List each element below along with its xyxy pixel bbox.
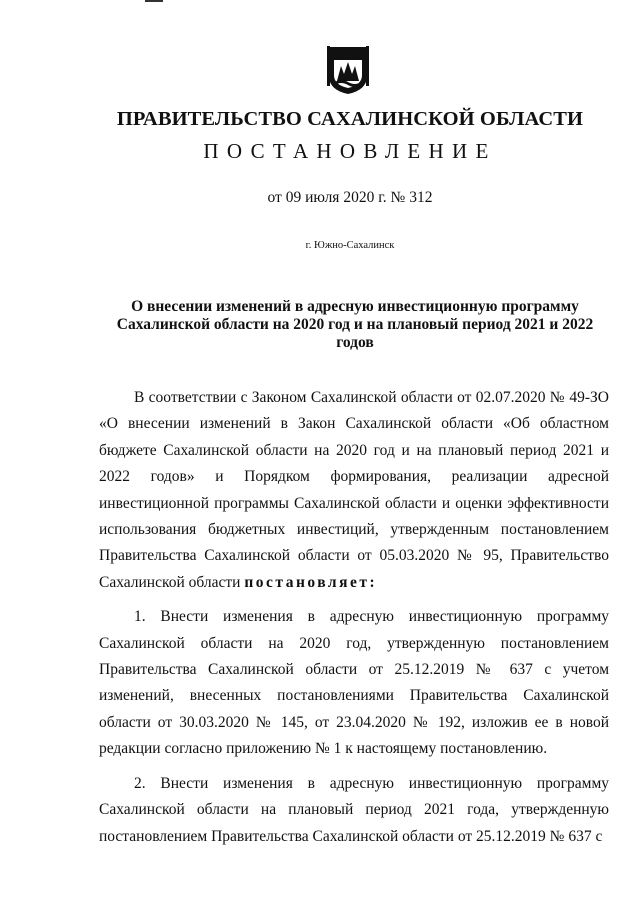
document-city: г. Южно-Сахалинск bbox=[305, 240, 395, 251]
scan-mark bbox=[145, 0, 163, 2]
coat-of-arms-icon bbox=[326, 44, 370, 96]
preamble-text: В соответствии с Законом Сахалинской области от 02.07.2020 № 49-ЗО «О внесении изменений в Закон Сахалинской области «Об областном бюджете Сахалинской области на 2020 год и на плановый период 2021 и 2022 годов» и Порядком формирования, реализации адресной инвестиционной программы Сахалинской области и оценки эффективности использования бюджетных инвестиций, утвержденным постановлением Правительства Сахалинской области от 05.03.2020 № 95, Правительство Сахалинской области bbox=[99, 389, 609, 591]
preamble-paragraph bbox=[99, 385, 609, 596]
item-2-paragraph: 2. Внести изменения в адресную инвестиционную программу Сахалинской области на плановый период 2021 года, утвержденную постановлением Правительства Сахалинской области от 25.12.2019 № 637 с bbox=[99, 774, 609, 845]
document-body bbox=[99, 385, 609, 858]
government-title: ПРАВИТЕЛЬСТВО САХАЛИНСКОЙ ОБЛАСТИ bbox=[116, 108, 584, 130]
item-1-paragraph: 1. Внести изменения в адресную инвестиционную программу Сахалинской области на 2020 год, утвержденную постановлением Правительства Сахалинской области от 25.12.2019 № 637 с учетом изменений, внесенных постановлениями Правительства Сахалинской области от 30.03.2020 № 145, от 23.04.2020 № 192, изложив ее в новой редакции согласно приложению № 1 к настоящему постановлению. bbox=[99, 608, 609, 758]
resolves-word: постановляет: bbox=[244, 573, 378, 591]
document-subject: О внесении изменений в адресную инвестиционную программу Сахалинской области на 2020 год и на плановый период 2021 и 2022 годов bbox=[116, 298, 594, 351]
document-type: ПОСТАНОВЛЕНИЕ bbox=[203, 139, 497, 163]
document-date-number: от 09 июля 2020 г. № 312 bbox=[267, 189, 433, 206]
